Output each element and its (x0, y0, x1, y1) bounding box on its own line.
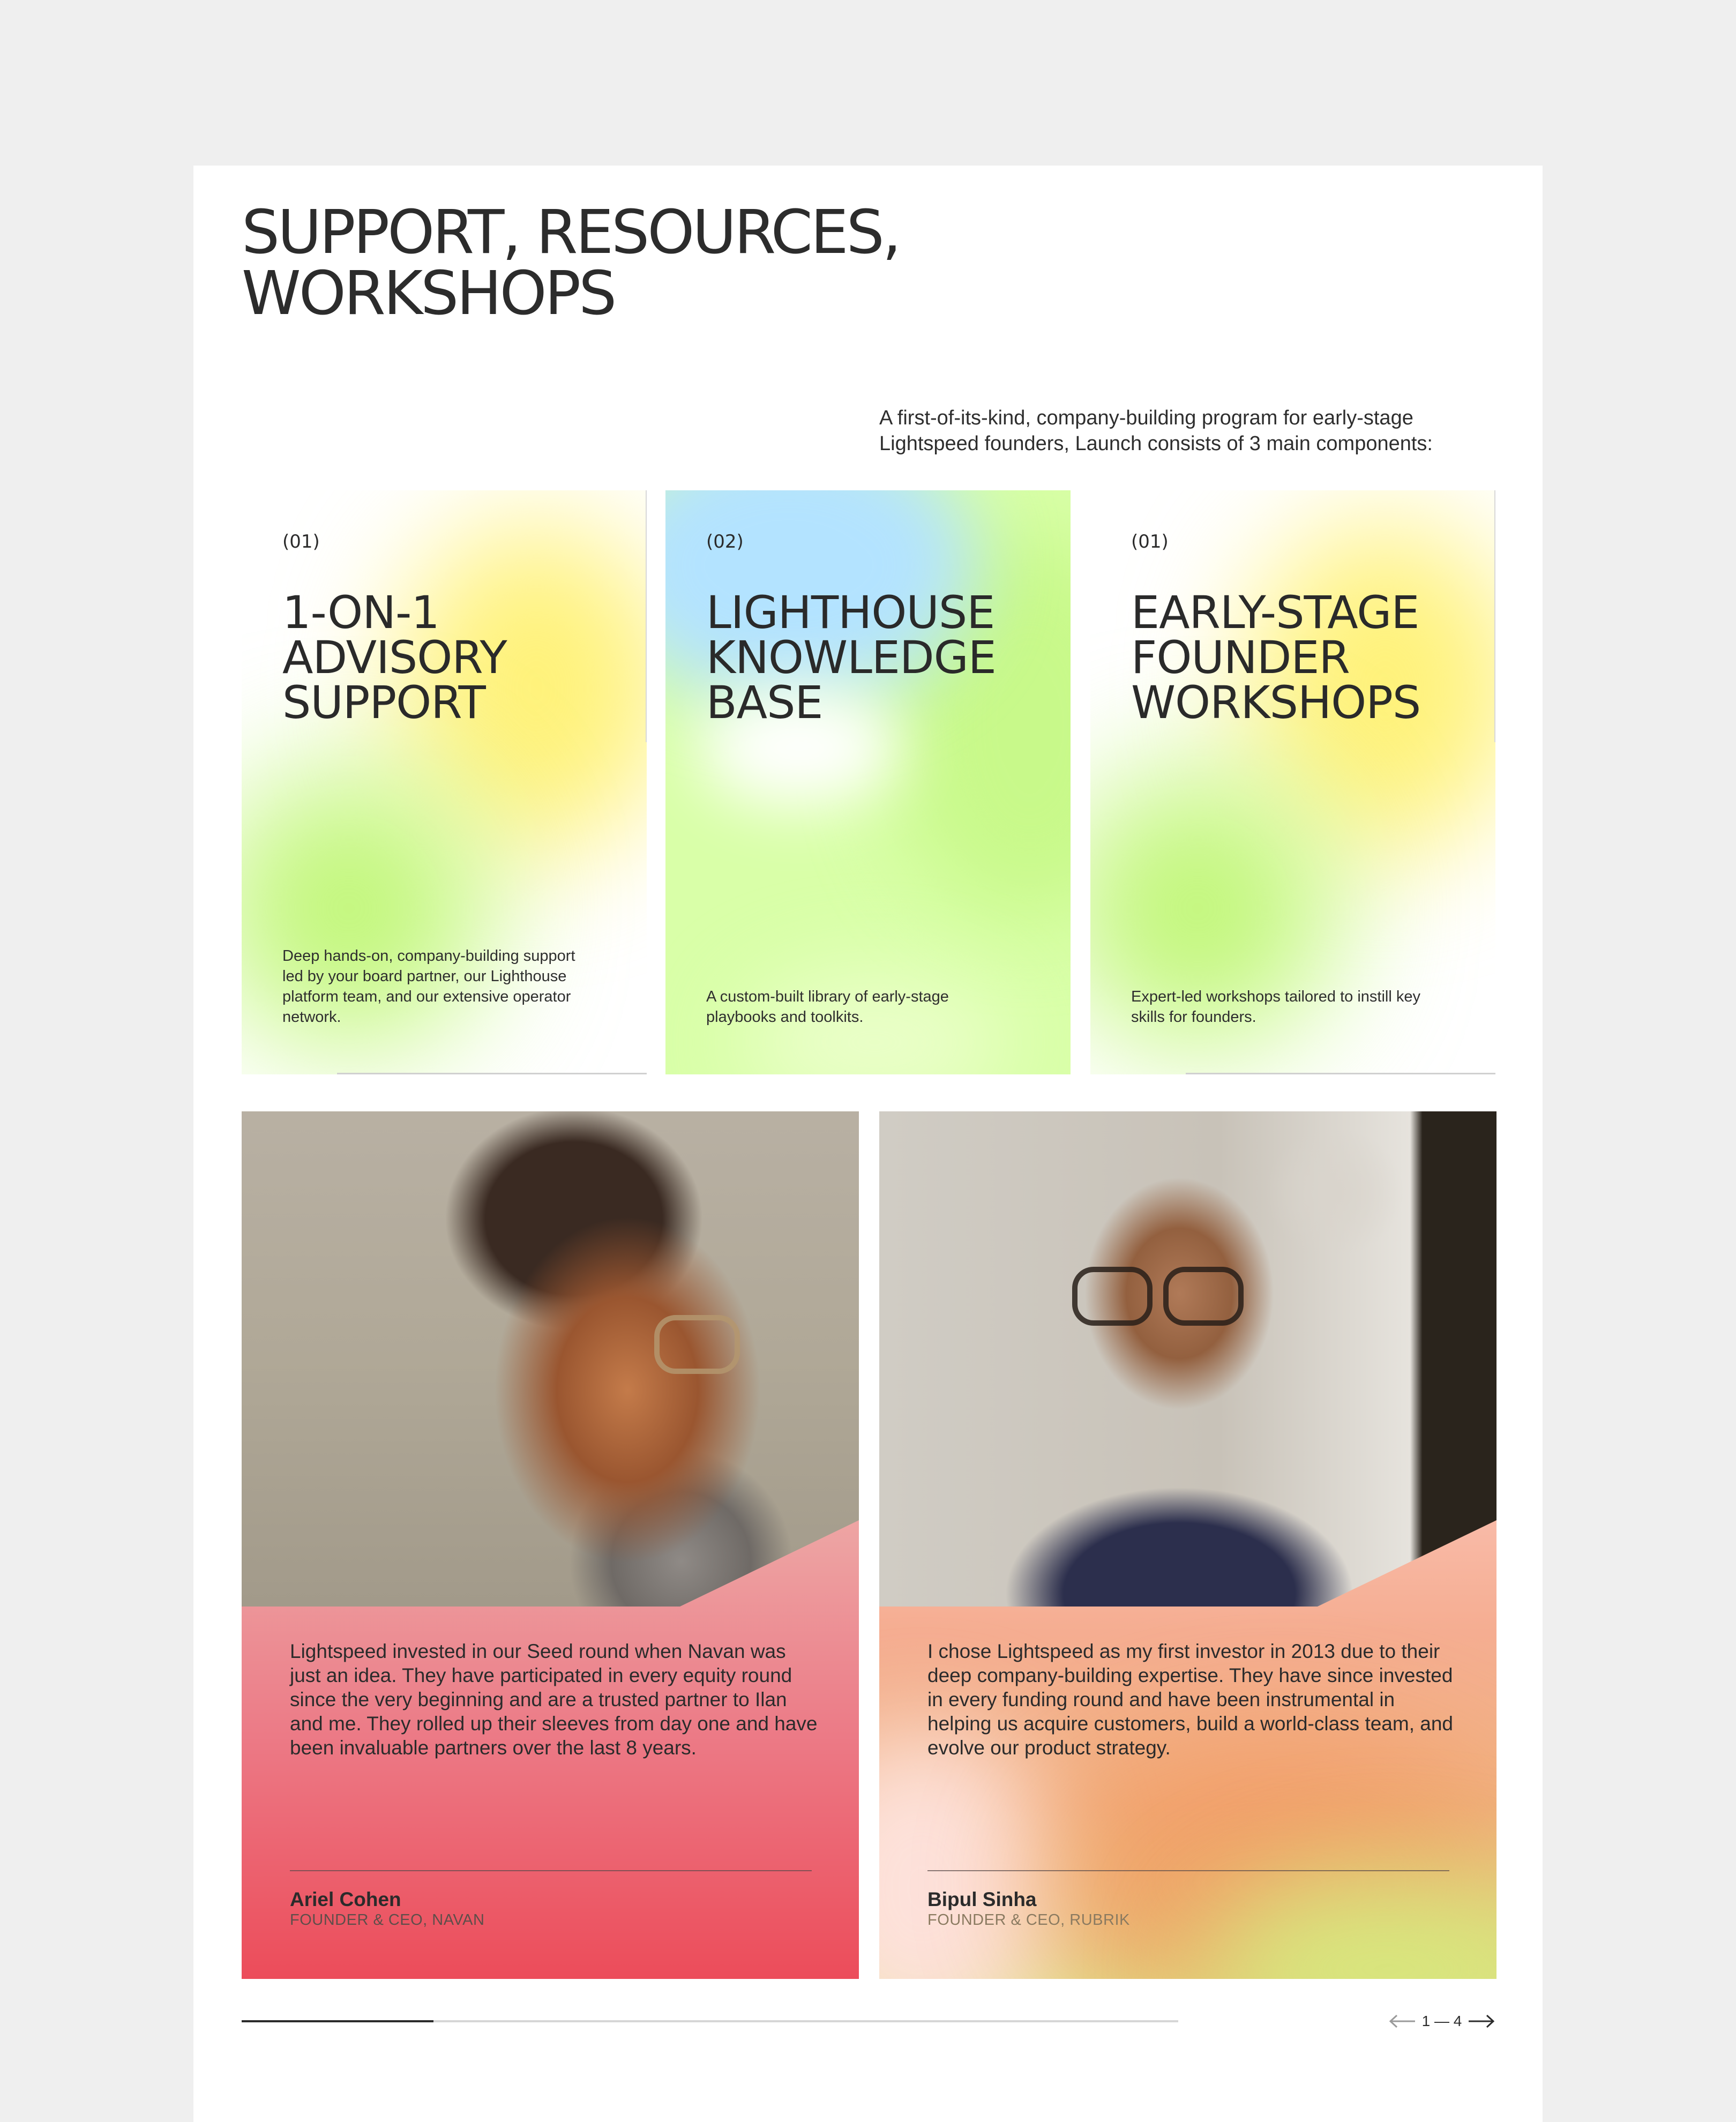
card-number: (02) (706, 531, 744, 552)
card-title (282, 586, 507, 729)
carousel-total-pages: 4 (1453, 2013, 1462, 2029)
page-title (242, 198, 900, 328)
card-title-line: ADVISORY (282, 631, 507, 684)
testimonial-quote: I chose Lightspeed as my first investor in 2013 due to their deep company-building expertise. They have since invested in every funding round and have been instrumental in helping us acquire customers, build a world-class team, and evolve our product strategy. (927, 1640, 1453, 1759)
carousel-current-page: 1 (1421, 2013, 1431, 2029)
carousel-progress-fill (242, 2020, 433, 2022)
card-title-line: WORKSHOPS (1131, 676, 1421, 729)
card-title-line: BASE (706, 676, 823, 729)
card-description: Deep hands-on, company-building support led by your board partner, our Lighthouse platform team, and our extensive operator network. (282, 947, 575, 1026)
card-description: A custom-built library of early-stage playbooks and toolkits. (706, 988, 949, 1026)
intro-text: A first-of-its-kind, company-building program for early-stage Lightspeed founders, Launch consists of 3 main components: (879, 407, 1433, 455)
card-number: (01) (282, 531, 320, 552)
card-description: Expert-led workshops tailored to instill key skills for founders. (1131, 988, 1420, 1026)
page-panel (193, 166, 1543, 2122)
page-title-line-1: SUPPORT, RESOURCES, (242, 198, 900, 267)
carousel-page-indicator (1422, 2013, 1462, 2030)
component-card-advisory (242, 490, 647, 1074)
page-title-line-2: WORKSHOPS (242, 259, 615, 328)
arrow-right-icon[interactable] (1468, 2013, 1495, 2029)
card-bottom-rule (1186, 1073, 1495, 1074)
card-divider (646, 490, 647, 742)
card-title-line: 1-ON-1 (282, 586, 439, 639)
card-title (1131, 586, 1421, 729)
testimonial-name: Ariel Cohen (290, 1888, 401, 1910)
gradient-blob (879, 1728, 1061, 1979)
card-title-line: FOUNDER (1131, 631, 1350, 684)
component-card-workshops (1090, 490, 1495, 1074)
component-card-knowledge-base (665, 490, 1071, 1074)
glasses-shape (1072, 1267, 1153, 1326)
testimonial-divider (927, 1870, 1449, 1871)
carousel-progress-bar[interactable] (242, 2020, 1178, 2022)
card-number: (01) (1131, 531, 1169, 552)
card-title-line: EARLY-STAGE (1131, 586, 1419, 639)
testimonial-role: FOUNDER & CEO, RUBRIK (927, 1911, 1130, 1929)
founder-portrait-photo (242, 1111, 859, 1607)
glasses-shape (1163, 1267, 1244, 1326)
testimonial-card-rubrik (879, 1111, 1496, 1979)
card-divider (1494, 490, 1495, 742)
card-title-line: KNOWLEDGE (706, 631, 996, 684)
testimonial-name: Bipul Sinha (927, 1888, 1037, 1910)
testimonial-divider (290, 1870, 812, 1871)
glasses-shape (654, 1315, 740, 1374)
testimonial-card-navan (242, 1111, 859, 1979)
testimonial-role: FOUNDER & CEO, NAVAN (290, 1911, 485, 1929)
card-title-line: LIGHTHOUSE (706, 586, 995, 639)
card-title-line: SUPPORT (282, 676, 485, 729)
carousel-pager (1388, 2008, 1495, 2035)
card-bottom-rule (337, 1073, 647, 1074)
carousel-separator: — (1434, 2013, 1449, 2029)
founder-portrait-photo (879, 1111, 1496, 1607)
card-title (706, 586, 996, 729)
arrow-left-icon[interactable] (1388, 2013, 1416, 2029)
testimonial-quote: Lightspeed invested in our Seed round when Navan was just an idea. They have participated in every equity round since the very beginning and are a trusted partner to Ilan and me. They rolled up their sleeves from day one and have been invaluable partners over the last 8 years. (290, 1640, 818, 1759)
